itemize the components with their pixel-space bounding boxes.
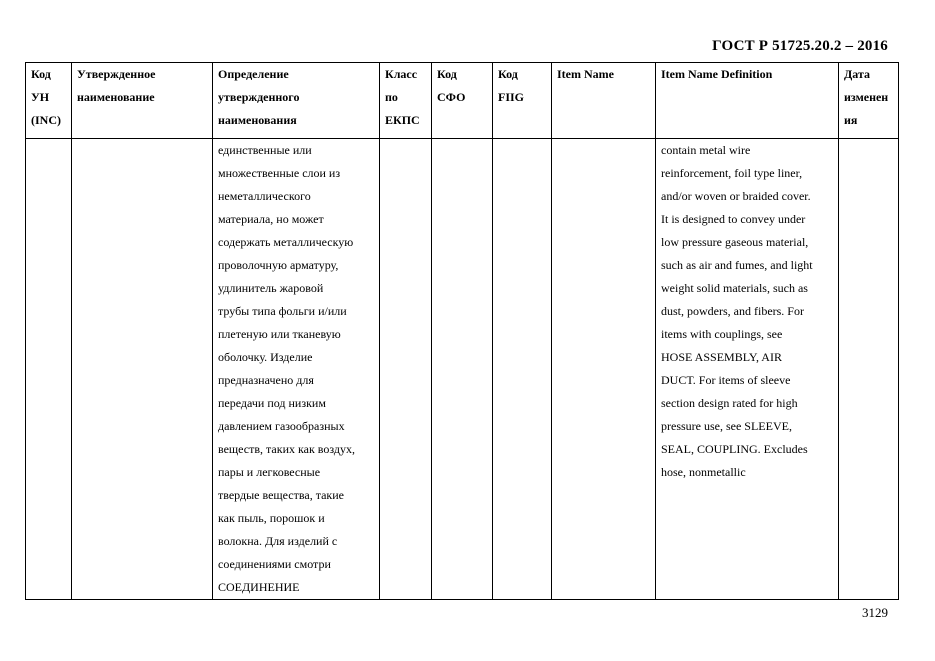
header-ekps-class: Класс по ЕКПС	[380, 63, 432, 139]
cell-sfo-code	[432, 139, 493, 600]
header-change-date: Дата изменен ия	[839, 63, 899, 139]
cell-fiig-code	[493, 139, 552, 600]
table-header-row	[26, 63, 899, 139]
nomenclature-table	[25, 62, 899, 600]
header-item-name: Item Name	[552, 63, 656, 139]
cell-definition-en: contain metal wire reinforcement, foil type liner, and/or woven or braided cover. It is designed to convey under low pressure gaseous material, such as air and fumes, and light weight solid materials, such as dust, powders, and fibers. For items with couplings, see HOSE ASSEMBLY, AIR DUCT. For items of sleeve section design rated for high pressure use, see SLEEVE, SEAL, COUPLING. Excludes hose, nonmetallic	[656, 139, 839, 600]
header-inc-code: Код УН (INC)	[26, 63, 72, 139]
header-fiig-code: Код FIIG	[493, 63, 552, 139]
cell-approved-name	[72, 139, 213, 600]
cell-ekps-class	[380, 139, 432, 600]
document-standard-header: ГОСТ Р 51725.20.2 – 2016	[712, 38, 888, 54]
header-item-name-definition: Item Name Definition	[656, 63, 839, 139]
header-approved-name: Утвержденное наименование	[72, 63, 213, 139]
cell-item-name	[552, 139, 656, 600]
table-row	[26, 139, 899, 600]
header-definition-ru: Определение утвержденного наименования	[213, 63, 380, 139]
cell-definition-ru: единственные или множественные слои из неметаллического материала, но может содержать металлическую проволочную арматуру, удлинитель жаровой трубы типа фольги и/или плетеную или тканевую оболочку. Изделие предназначено для передачи под низким давлением газообразных веществ, таких как воздух, пары и легковесные твердые вещества, такие как пыль, порошок и волокна. Для изделий с соединениями смотри СОЕДИНЕНИЕ	[213, 139, 380, 600]
page-number: 3129	[862, 605, 888, 620]
header-sfo-code: Код СФО	[432, 63, 493, 139]
cell-inc-code	[26, 139, 72, 600]
cell-change-date	[839, 139, 899, 600]
